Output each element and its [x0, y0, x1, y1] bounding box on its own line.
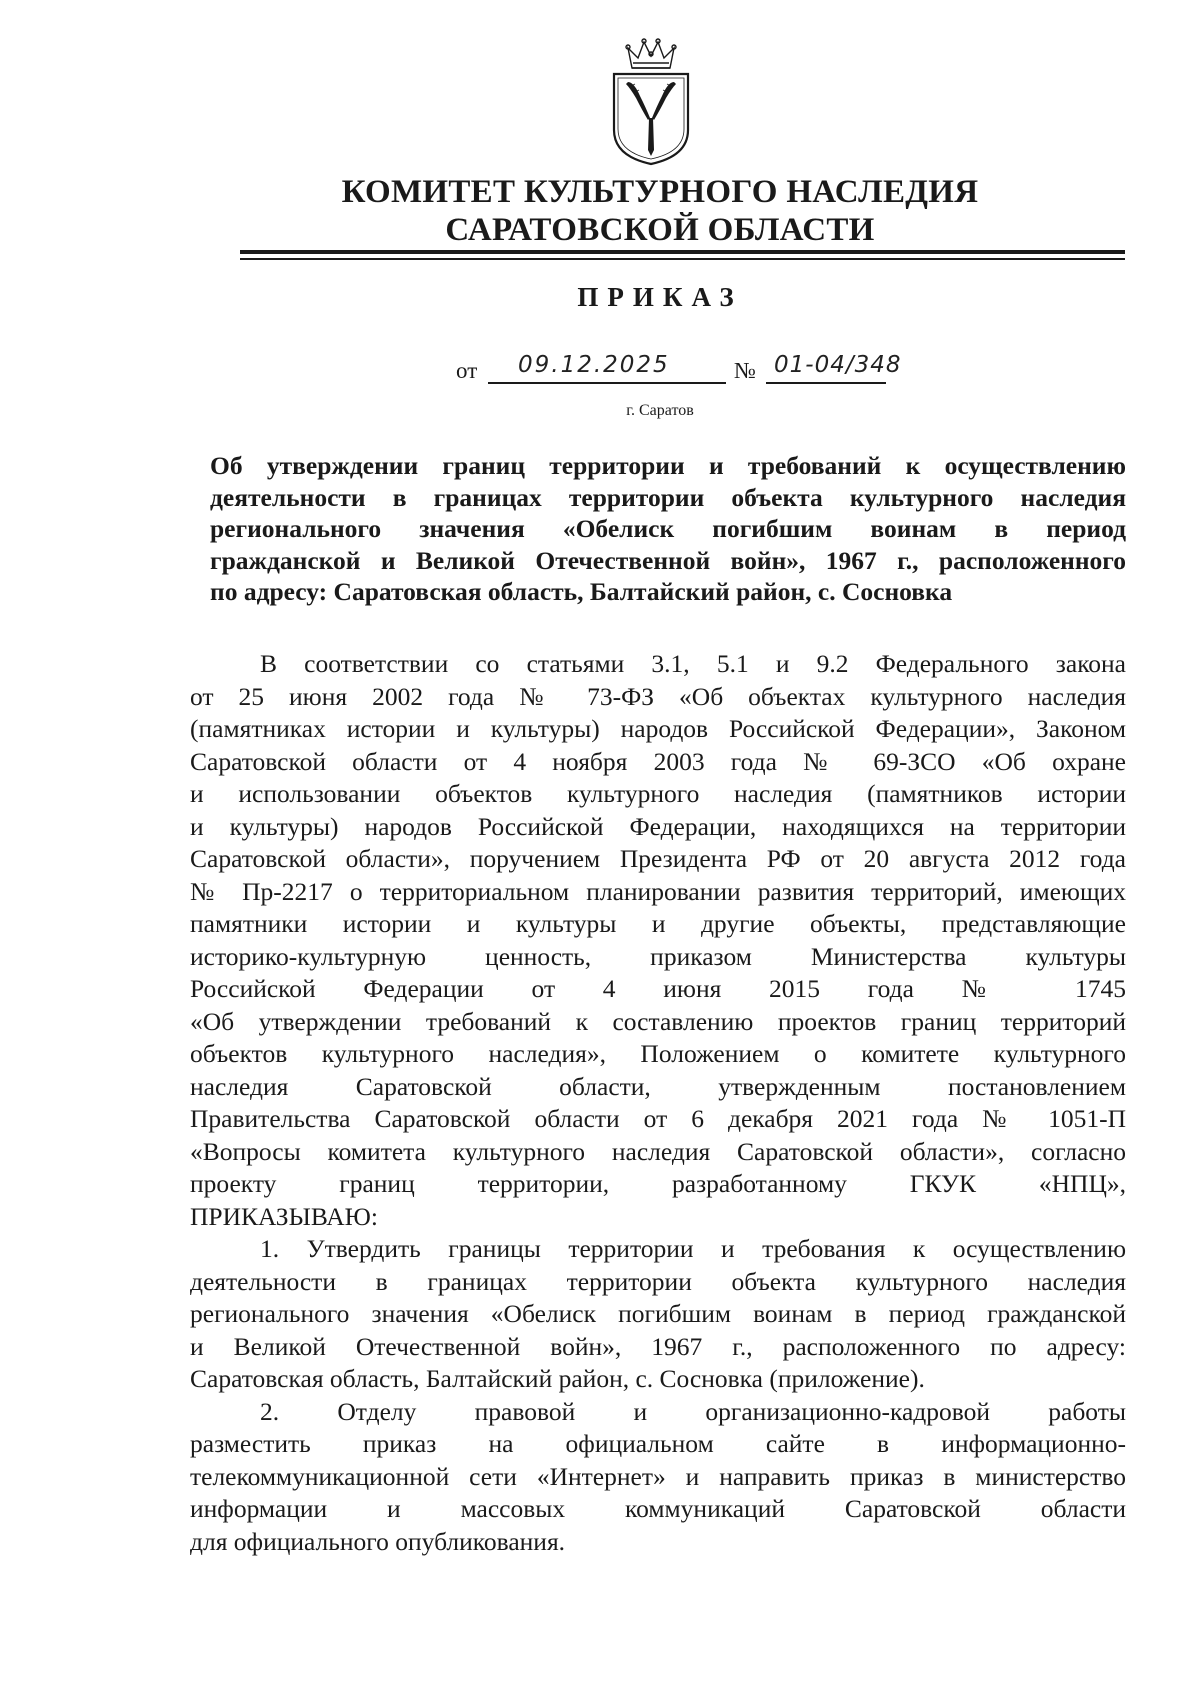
title-line: по адресу: Саратовская область, Балтайский район, с. Сосновка	[210, 577, 953, 606]
preamble-line: Саратовской области», поручением Президента РФ от 20 августа 2012 года	[190, 844, 1126, 873]
item-1-line: Саратовская область, Балтайский район, с. Сосновка (приложение).	[190, 1364, 925, 1393]
preamble-line: от 25 июня 2002 года № 73-ФЗ «Об объектах культурного наследия	[190, 681, 1126, 711]
preamble-line: наследия Саратовской области, утвержденным постановлением	[190, 1071, 1126, 1101]
number-underline	[766, 382, 886, 384]
title-line: гражданской и Великой Отечественной войн», 1967 г., расположенного	[210, 545, 1126, 575]
item-2-line: телекоммуникационной сети «Интернет» и направить приказ в министерство	[190, 1461, 1126, 1491]
item-1-line: деятельности в границах территории объекта культурного наследия	[190, 1266, 1126, 1296]
city-line: г. Саратов	[626, 402, 694, 419]
preamble-line: проекту границ территории, разработанному ГКУК «НПЦ»,	[190, 1169, 1126, 1198]
preamble-line: «Об утверждении требований к составлению проектов границ территорий	[190, 1006, 1126, 1036]
item-2-line: 2. Отделу правовой и организационно-кадровой работы	[260, 1396, 1126, 1426]
preamble-line: и культуры) народов Российской Федерации, находящихся на территории	[190, 811, 1126, 841]
preamble-line: (памятниках истории и культуры) народов Российской Федерации», Законом	[190, 714, 1126, 743]
preamble-line: Российской Федерации от 4 июня 2015 года № 1745	[190, 974, 1126, 1003]
handwritten-number: 01-04/348	[774, 352, 902, 378]
date-label: от	[456, 358, 478, 383]
preamble-line: и использовании объектов культурного наследия (памятников истории	[190, 779, 1126, 808]
coat-of-arms-icon	[610, 38, 692, 166]
preamble-line: историко-культурную ценность, приказом Министерства культуры	[190, 941, 1126, 971]
item-2-line: информации и массовых коммуникаций Саратовской области	[190, 1494, 1126, 1523]
organization-name-line1: КОМИТЕТ КУЛЬТУРНОГО НАСЛЕДИЯ	[341, 174, 979, 210]
preamble-line: В соответствии со статьями 3.1, 5.1 и 9.2 Федерального закона	[260, 649, 1126, 678]
item-2-line: разместить приказ на официальном сайте в информационно-	[190, 1429, 1126, 1458]
preamble-line: Саратовской области от 4 ноября 2003 года № 69-ЗСО «Об охране	[190, 746, 1126, 776]
document-type-heading: ПРИКАЗ	[577, 282, 743, 312]
organization-name-line2: САРАТОВСКОЙ ОБЛАСТИ	[445, 212, 875, 248]
number-label: №	[734, 358, 756, 383]
item-1-line: 1. Утвердить границы территории и требования к осуществлению	[260, 1234, 1126, 1263]
preamble-line: памятники истории и культуры и другие объекты, представляющие	[190, 909, 1126, 938]
item-1-line: и Великой Отечественной войн», 1967 г., расположенного по адресу:	[190, 1331, 1126, 1361]
header-divider-thin	[240, 258, 1125, 260]
preamble-line: № Пр-2217 о территориальном планировании развития территорий, имеющих	[190, 876, 1126, 906]
preamble-line: объектов культурного наследия», Положением о комитете культурного	[190, 1039, 1126, 1068]
order-directive: ПРИКАЗЫВАЮ:	[190, 1201, 378, 1231]
preamble-line: «Вопросы комитета культурного наследия Саратовской области», согласно	[190, 1136, 1126, 1166]
handwritten-date: 09.12.2025	[518, 352, 670, 378]
order-title	[210, 450, 1126, 608]
header-divider-thick	[240, 250, 1125, 254]
date-number-line	[456, 352, 916, 386]
item-2-line: для официального опубликования.	[190, 1526, 566, 1556]
item-1-line: регионального значения «Обелиск погибшим воинам в период гражданской	[190, 1299, 1126, 1328]
date-underline	[488, 382, 726, 384]
title-line: Об утверждении границ территории и требований к осуществлению	[210, 451, 1126, 480]
order-body	[190, 648, 1126, 1558]
preamble-line: Правительства Саратовской области от 6 декабря 2021 года № 1051-П	[190, 1104, 1126, 1133]
title-line: регионального значения «Обелиск погибшим воинам в период	[210, 514, 1126, 543]
title-line: деятельности в границах территории объекта культурного наследия	[210, 482, 1126, 512]
